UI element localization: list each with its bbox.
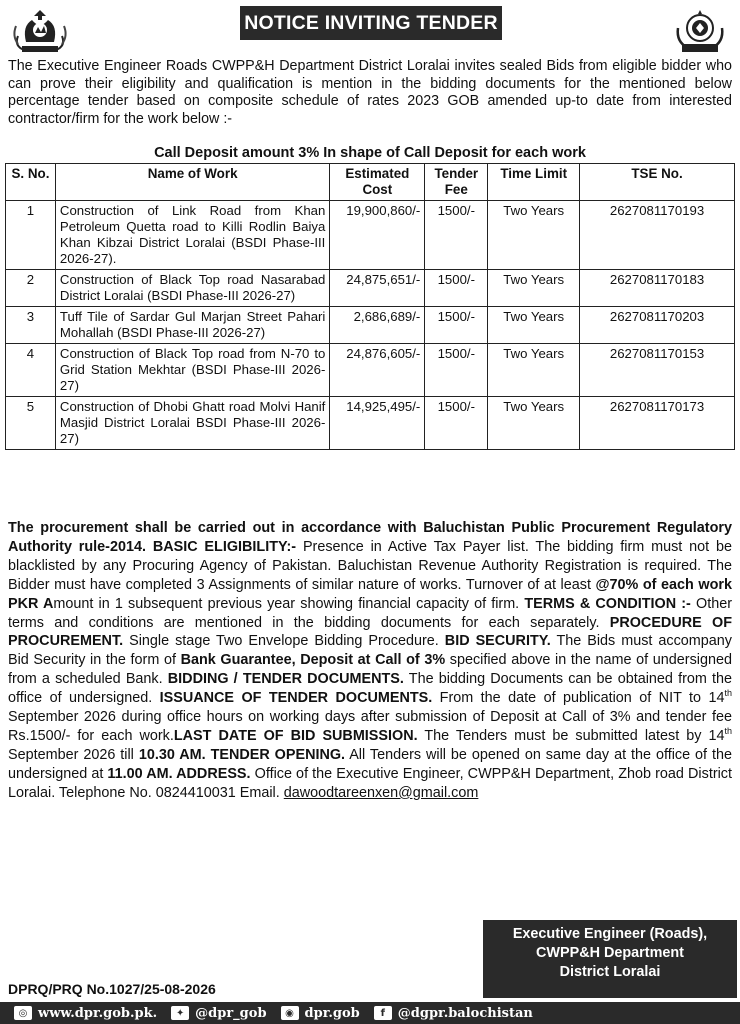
last-date-text-2: September 2026 till — [8, 746, 139, 763]
cell-fee: 1500/- — [425, 397, 488, 450]
cell-tse: 2627081170153 — [580, 344, 735, 397]
table-row — [6, 201, 735, 270]
cell-cost: 2,686,689/- — [330, 307, 425, 344]
twitter-text: @dpr_gob — [195, 1005, 267, 1021]
deposit-line: Call Deposit amount 3% In shape of Call Deposit for each work — [154, 145, 586, 161]
table-row — [6, 397, 735, 450]
security-text-2: specified above in the name of undersigned from a scheduled Bank. — [8, 652, 732, 688]
cell-name: Construction of Black Top road from N-70 to Grid Station Mekhtar (BSDI Phase-III 2026-27) — [55, 344, 329, 397]
signature-line-1: Executive Engineer (Roads), — [512, 926, 708, 942]
issuance-label: ISSUANCE OF TENDER DOCUMENTS. — [159, 690, 433, 707]
cell-sno: 5 — [6, 397, 56, 450]
terms-text: Other terms and conditions are mentioned in the bidding documents for each separately. — [8, 595, 732, 631]
footer-instagram[interactable] — [281, 1006, 360, 1021]
procurement-label: The procurement shall be carried out in accordance with Baluchistan Public Procurement Regulatory Authority rule-2014. BASIC ELIGIBILITY:- — [8, 520, 732, 555]
works-table — [5, 163, 735, 450]
cell-time: Two Years — [488, 270, 580, 307]
issuance-text: From the date of publication of NIT to 14 — [432, 690, 725, 707]
docs-text: The bidding Documents can be obtained from the office of undersigned. — [8, 671, 733, 707]
table-row — [6, 270, 735, 307]
header — [0, 0, 740, 58]
globe-icon: ◎ — [14, 1006, 32, 1020]
opening-text: All Tenders will be opened on same day at the office of the undersigned at — [8, 746, 732, 782]
cell-name: Construction of Link Road from Khan Petroleum Quetta road to Killi Rodlin Baiya Khan Kibzai District Loralai (BSDI Phase-III 2026-27). — [55, 201, 329, 270]
cell-tse: 2627081170203 — [580, 307, 735, 344]
last-date-sup: th — [724, 726, 733, 737]
facebook-icon: f — [374, 1006, 392, 1020]
cell-cost: 14,925,495/- — [330, 397, 425, 450]
procedure-text: Single stage Two Envelope Bidding Procedure. — [123, 633, 445, 650]
security-label: BID SECURITY. — [444, 633, 551, 650]
terms-body — [8, 519, 732, 803]
security-text: The Bids must accompany Bid Security in the form of — [8, 633, 732, 669]
footer-website[interactable] — [14, 1006, 157, 1021]
cell-fee: 1500/- — [425, 307, 488, 344]
twitter-icon: ✦ — [171, 1006, 189, 1020]
eligibility-text: Presence in Active Tax Payer list. The bidding firm must not be blacklisted by any Procuring Agency of Pakistan. Baluchistan Revenue Authority Registration is required. The Bidder must have completed 3 Assignments of similar nature of works. Turnover of at least — [8, 538, 732, 593]
cell-cost: 19,900,860/- — [330, 201, 425, 270]
cell-time: Two Years — [488, 201, 580, 270]
address-text: Office of the Executive Engineer, CWPP&H Department, Zhob road District Loralai. Telephone No. 0824410031 Email. — [8, 765, 732, 801]
table-header-row — [6, 164, 735, 201]
docs-label: BIDDING / TENDER DOCUMENTS. — [167, 671, 404, 688]
issuance-sup: th — [724, 688, 733, 699]
cell-time: Two Years — [488, 344, 580, 397]
email-link[interactable]: dawoodtareenxen@gmail.com — [283, 784, 479, 801]
cell-tse: 2627081170193 — [580, 201, 735, 270]
signature-line-2: CWPP&H Department — [536, 945, 684, 961]
cell-sno: 1 — [6, 201, 56, 270]
cell-time: Two Years — [488, 397, 580, 450]
footer-twitter[interactable] — [171, 1006, 266, 1021]
procedure-label: PROCEDURE OF PROCUREMENT. — [8, 614, 732, 650]
col-header-time: Time Limit — [488, 164, 580, 201]
col-header-tse: TSE No. — [580, 164, 735, 201]
facebook-text: @dgpr.balochistan — [397, 1005, 533, 1021]
dprq-number: DPRQ/PRQ No.1027/25-08-2026 — [8, 981, 216, 997]
instagram-text: dpr.gob — [304, 1005, 360, 1021]
cell-time: Two Years — [488, 307, 580, 344]
cell-tse: 2627081170183 — [580, 270, 735, 307]
signature-block — [483, 920, 737, 998]
intro-paragraph: The Executive Engineer Roads CWPP&H Department District Loralai invites sealed Bids from eligible bidder who can prove their eligibility and qualification is mention in the bidding documents for the mentioned below percentage tender based on composite schedule of rates 2023 GOB amended up-to date from interested contractor/firm for the work below :- — [8, 58, 732, 127]
website-text: www.dpr.gob.pk. — [38, 1005, 158, 1021]
page-title: NOTICE INVITING TENDER — [240, 6, 502, 40]
cell-sno: 3 — [6, 307, 56, 344]
cell-name: Construction of Dhobi Ghatt road Molvi Hanif Masjid District Loralai BSDI Phase-III 2026-27) — [55, 397, 329, 450]
cell-sno: 4 — [6, 344, 56, 397]
cell-tse: 2627081170173 — [580, 397, 735, 450]
col-header-name: Name of Work — [55, 164, 329, 201]
cell-name: Tuff Tile of Sardar Gul Marjan Street Pahari Mohallah (BSDI Phase-III 2026-27) — [55, 307, 329, 344]
balochistan-government-emblem-icon — [8, 6, 72, 56]
table-row — [6, 344, 735, 397]
col-header-sno: S. No. — [6, 164, 56, 201]
security-bold: Bank Guarantee, Deposit at Call of 3% — [180, 652, 446, 669]
table-row — [6, 307, 735, 344]
cell-name: Construction of Black Top road Nasarabad District Loralai (BSDI Phase-III 2026-27) — [55, 270, 329, 307]
time-bold: 10.30 AM. TENDER OPENING. — [138, 746, 346, 763]
instagram-icon: ◉ — [281, 1006, 299, 1020]
cell-fee: 1500/- — [425, 201, 488, 270]
footer-facebook[interactable] — [374, 1006, 533, 1021]
cell-fee: 1500/- — [425, 270, 488, 307]
cell-fee: 1500/- — [425, 344, 488, 397]
issuance-text-2: September 2026 during office hours on working days after submission of Deposit at Call of 3% and tender fee Rs.1500/- for each work. — [8, 709, 732, 744]
opening-bold: 11.00 AM. ADDRESS. — [107, 765, 251, 782]
cell-cost: 24,876,605/- — [330, 344, 425, 397]
department-emblem-icon — [668, 6, 732, 56]
turnover-bold: @70% of each work PKR A — [8, 576, 732, 612]
last-date-text: The Tenders must be submitted latest by 14 — [417, 727, 725, 744]
col-header-cost: Estimated Cost — [330, 164, 425, 201]
signature-line-3: District Loralai — [559, 964, 661, 980]
cell-cost: 24,875,651/- — [330, 270, 425, 307]
terms-label: TERMS & CONDITION :- — [524, 595, 691, 612]
cell-sno: 2 — [6, 270, 56, 307]
turnover-text: mount in 1 subsequent previous year showing financial capacity of firm. — [53, 595, 525, 612]
footer-bar — [0, 1002, 740, 1024]
col-header-fee: Tender Fee — [425, 164, 488, 201]
last-date-label: LAST DATE OF BID SUBMISSION. — [173, 727, 418, 744]
